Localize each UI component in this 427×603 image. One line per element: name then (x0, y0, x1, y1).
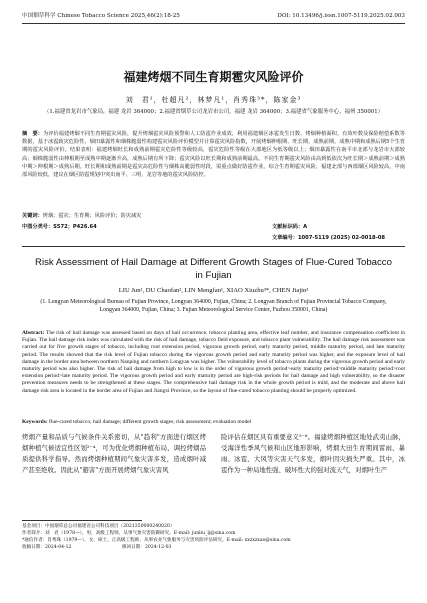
chinese-abstract (22, 130, 405, 179)
abstract-text: 为评价福建烤烟不同生育期雹灾风险，提升烤烟雹灾风险预警和人工防雹作业成效，利用福建烟区冰雹发生日数、烤烟种植面积、有效叶数及保险赔偿系数等数据，基于冰雹致灾危险性、烟田暴露性和烟株脆弱性构建雹灾风险评价模型并计算雹灾风险指数，开展烤烟伸根期、旺长期、成熟前期、成熟中期和成熟后期5个生育期的雹灾风险评价。结果表明：福建烤烟旺长和成熟前期雹灾危险性等级较高，雹灾危险性等级在大部地区为低等级以上；烟田暴露性在南平市北部与龙岩市大部较高；烟株脆弱性由伸根期至成熟中期逐渐升高，成熟后期有所下降；雹灾风险以旺长期和成熟前期最高。不同生育期雹灾风险由高到低依次为旺长期＞成熟前期＞成熟中期＞伸根期＞成熟后期。旺长期和成熟前期是雹灾高危险性与烟株高脆弱性时段，需重点做好防雹作业。综合生育期雹灾风险，福建北部与西部烟区风险较高，中南部风险较低，建议在烟区防雹规划中突出南平、三明、龙岩等地的雹灾风险防控。 (22, 131, 405, 179)
footnote-divider (22, 520, 142, 521)
english-keywords (22, 419, 405, 426)
author-note: 作者简介：刘 君（1978—），男，高级工程师，从事气象灾害防御研究。E-mail: junliu_lj@sina.com (22, 531, 236, 536)
running-header (22, 10, 405, 22)
body-column-left: 烤烟产量和品质与气候条件关系密切，从"趋利"方面进行烟区烤烟种植气候适宜性区划²⁻⁴，可为优化烤烟种植布局、调控烤烟品质提供科学指导。然而烤烟种植期间气象灾害多发，造成烟叶减产甚至绝收。因此从"避害"方面开展烤烟气象灾害风 (22, 433, 206, 474)
chinese-affiliation: （1.福建省龙岩市气象局，福建 龙岩 364000；2.福建省烟草公司龙岩市公司，福建 龙岩 364000；3.福建省气象服务中心，福州 350001） (43, 109, 384, 115)
keywords-text: 烤烟；雹灾；生育期；风险评价；防灾减灾 (42, 213, 142, 219)
body-column-right: 险评估在烟区具有重要意义⁵⁻⁸。福建烤烟种植区地处武夷山脉，受海洋性季风气候和山区地形影响，烤烟大田生育期间雷雨、暴雨、冰雹、大风等灾害天气多发，烟叶因灾损失严重。其中，冰雹作为一种局地性强、破坏性大的强对流天气，对烟叶生产 (221, 433, 405, 474)
keywords-text: flue-cured tobacco; hail damage; different growth stages; risk assessment; evaluation model (49, 419, 252, 425)
abstract-label: Abstract: (22, 330, 45, 336)
english-authors: LIU Jun¹, DU Chaofan², LIN Mengfan¹, XIAO Xiuzhu³*, CHEN Jiajin³ (118, 287, 309, 294)
abstract-text: The risk of hail damage was assessed based on days of hail occurrence, tobacco planting area, effective leaf number, and insurance compensation coefficient in Fujian. The hail damage risk index was calculated with the risk of hail damage, tobacco field exposure, and tobacco plant vulnerability. The hail damage risk assessment was carried out for five growth stages of tobacco, including root extension period, vigorous growth period, early maturity period, middle maturity period, and late maturity period. The results showed that the risk level of Fujian tobacco during the vigorous growth period and early maturity period was higher, and the exposure level of hail damage in the border area between northern Nanping and northern Longyan was higher. The vulnerability level of tobacco plants during the vigorous growth period and early maturity period was also higher. The risk of hail damage from high to low is in the order of vigorous growth period>early maturity period>middle maturity period>root extension period>late maturity period. The vigorous growth period and early maturity period are high-risk periods for hail damage and high vulnerability, so the disaster prevention measures needs to be strengthened at these stages. The comprehensive hail damage risk in the whole growth period is mild, and the moderate and above hail damage risk area is located in the border area of Fujian and Jiangxi Province, so the layout of flue-cured tobacco planting should be properly optimized. (22, 330, 406, 394)
doi-link[interactable]: DOI: 10.13496/j.issn.1007-5119.2025.02.003 (277, 13, 405, 19)
received-date: 收稿日期：2024-04-12 (22, 545, 72, 550)
keywords-label: Keywords: (22, 419, 48, 425)
document-code: 文献标识码：A (272, 224, 308, 230)
header-divider (22, 23, 405, 24)
corresponding-author-note: *通信作者：肖秀珠（1979—），女，硕士，正高级工程师，从事农业气象服务与灾害风险评估研究。E-mail: xxzxzxao@sina.com (22, 538, 291, 543)
chinese-authors: 刘 君¹，杜超凡²，林梦凡¹，肖秀珠³*，陈家金³ (125, 96, 302, 104)
chinese-title: 福建烤烟不同生育期雹灾风险评价 (123, 70, 304, 84)
english-affiliation: (1. Longyan Meteorological Bureau of Fujian Province, Longyan 364000, Fujian, China; 2. Longyan Branch of Fujian Provincial Tobacco Company, Longyan 364000, Fujian, China; 3. Fujian Meteorological Service Center, Fuzhou 350001, China) (40, 299, 387, 313)
article-number: 文章编号：1007-5119 (2025) 02-0018-08 (272, 235, 385, 241)
chinese-keywords (22, 212, 405, 220)
revised-date: 修回日期：2024-12-03 (122, 545, 172, 550)
section-divider (22, 246, 405, 247)
journal-citation: 中国烟草科学 Chinese Tobacco Science 2025,46(2):18-25 (22, 13, 180, 19)
english-abstract (22, 330, 405, 395)
clc-number: 中图分类号：S572；P426.64 (22, 224, 97, 230)
fund-note: 基金项目：中国烟草总公司福建省公司科技项目（2021350000240020） (22, 524, 175, 529)
keywords-label: 关键词： (22, 213, 43, 219)
english-title: Risk Assessment of Hail Damage at Different Growth Stages of Flue-Cured Tobacco in Fujian (35, 257, 392, 281)
body-text (22, 432, 405, 516)
abstract-label: 摘 要： (22, 131, 43, 137)
